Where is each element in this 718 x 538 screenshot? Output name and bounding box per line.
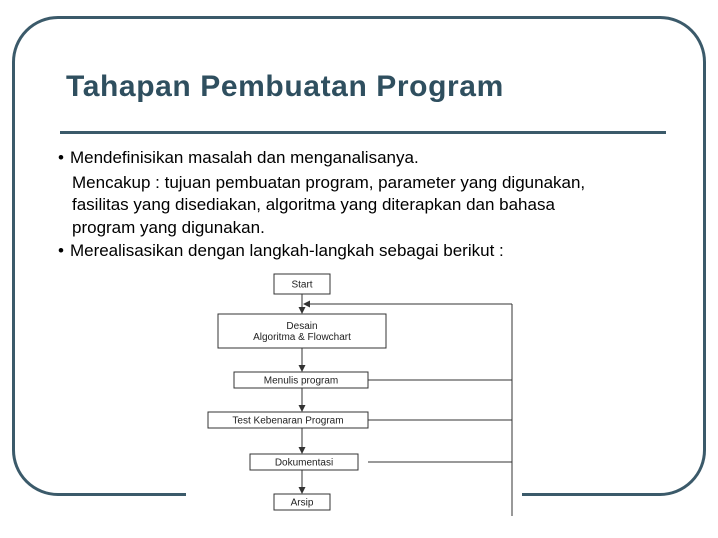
flowchart-step-label: Dokumentasi [274, 457, 334, 469]
flowchart-step-label: Test Kebenaran Program [232, 415, 344, 427]
bullet-dot-icon: • [58, 148, 64, 167]
title-underline [60, 131, 666, 134]
bullet-item-1 [58, 147, 419, 169]
flowchart-step-label: Menulis program [263, 375, 339, 387]
bullet-1-subline: fasilitas yang disediakan, algoritma yang diterapkan dan bahasa [72, 195, 555, 214]
flowchart-step-label: Desain [286, 321, 318, 332]
flowchart-diagram [200, 268, 530, 524]
bullet-1-text: Mendefinisikan masalah dan menganalisanya. [69, 148, 419, 167]
flowchart-step-label: Algoritma & Flowchart [253, 332, 351, 343]
bullet-1-subline: Mencakup : tujuan pembuatan program, parameter yang digunakan, [72, 173, 586, 192]
slide-title: Tahapan Pembuatan Program [66, 70, 504, 103]
bullet-item-2 [58, 240, 504, 262]
bullet-2-text: Merealisasikan dengan langkah-langkah sebagai berikut : [69, 241, 504, 260]
flowchart-step-label: Start [291, 279, 313, 291]
bullet-dot-icon: • [58, 241, 64, 260]
flowchart-step-label: Arsip [290, 497, 314, 509]
bullet-1-subline: program yang digunakan. [72, 218, 265, 237]
